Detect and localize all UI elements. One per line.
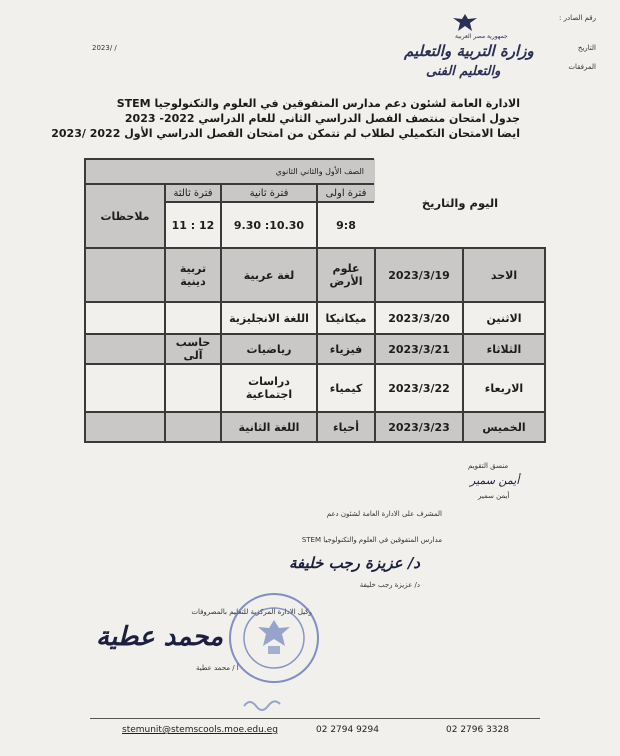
row-p2: لغة عربية — [221, 248, 317, 302]
period-1-time: 9:8 — [317, 202, 375, 248]
letterhead-technical: والتعليم الفنى — [426, 64, 501, 79]
footer-phone-2: 02 2796 3328 — [446, 725, 509, 735]
table-row — [85, 302, 545, 334]
row-date: 2023/3/23 — [375, 412, 463, 442]
ref-no-label: رقم الصادر : — [559, 14, 596, 22]
day-date-header: اليوم والتاريخ — [421, 196, 499, 210]
official-stamp-icon — [226, 590, 322, 686]
row-p1: فيزياء — [317, 334, 375, 364]
eagle-emblem-icon — [450, 12, 480, 34]
central-admin-name: أ / محمد عطية — [196, 664, 239, 672]
supervisor-signature: د/ عزيزة رجب خليفة — [288, 554, 420, 572]
table-row — [85, 364, 545, 412]
header-supplementary: ايضا الامتحان التكميلي لطلاب لم تتمكن من امتحان الفصل الدراسي الأول 2022 /2023 — [51, 127, 520, 140]
date-value: 2023/ / — [92, 44, 117, 52]
attachments-label: المرفقات — [568, 63, 596, 71]
table-header-row — [85, 159, 545, 184]
row-day: الخميس — [463, 412, 545, 442]
table-row — [85, 412, 545, 442]
row-notes — [85, 364, 165, 412]
row-p1: كيمياء — [317, 364, 375, 412]
supervisor-name: د/ عزيزة رجب خليفة — [359, 581, 420, 589]
row-p1: أحياء — [317, 412, 375, 442]
row-p3: تربية دينية — [165, 248, 221, 302]
footer-phone-1: 02 2794 9294 — [316, 725, 379, 735]
row-notes — [85, 248, 165, 302]
date-label: التاريخ — [577, 44, 596, 52]
supervisor-line1: المشرف على الادارة العامة لشئون دعم — [326, 510, 442, 518]
central-admin-title: وكيل الادارة المركزية للتعليم بالمصروفات — [191, 608, 312, 616]
table-row — [85, 248, 545, 302]
coordinator-name: أيمن سمير — [478, 492, 510, 500]
row-notes — [85, 334, 165, 364]
row-p2: رياضيات — [221, 334, 317, 364]
notes-header: ملاحظات — [85, 184, 165, 248]
row-p2: دراسات اجتماعية — [221, 364, 317, 412]
row-day: الاربعاء — [463, 364, 545, 412]
letterhead-ministry: وزارة التربية والتعليم — [404, 42, 534, 60]
row-notes — [85, 302, 165, 334]
stamp-scribble-icon — [242, 696, 282, 712]
letterhead-country: جمهورية مصر العربية — [455, 33, 508, 40]
row-date: 2023/3/20 — [375, 302, 463, 334]
footer-bar — [90, 718, 540, 745]
row-day: الاحد — [463, 248, 545, 302]
row-day: الثلاثاء — [463, 334, 545, 364]
row-p2: اللغة الثانية — [221, 412, 317, 442]
period-2-label: فترة ثانية — [221, 184, 317, 202]
header-schedule-title: جدول امتحان منتصف الفصل الدراسي الثاني للعام الدراسي 2022- 2023 — [124, 112, 520, 125]
row-p3 — [165, 412, 221, 442]
row-p1: ميكانيكا — [317, 302, 375, 334]
row-date: 2023/3/21 — [375, 334, 463, 364]
coordinator-signature: أيمن سمير — [470, 474, 520, 487]
row-day: الاثنين — [463, 302, 545, 334]
row-date: 2023/3/19 — [375, 248, 463, 302]
central-admin-signature: محمد عطية — [96, 622, 224, 652]
row-p3 — [165, 302, 221, 334]
grade-label: الصف الأول والثاني الثانوي — [275, 167, 364, 176]
header-admin: الادارة العامة لشئون دعم مدارس المتفوقين في العلوم والتكنولوجيا STEM — [116, 97, 520, 110]
row-p1: علوم الأرض — [317, 248, 375, 302]
coordinator-title: منسق التقويم — [468, 462, 509, 470]
period-2-time: 10.30: 9.30 — [221, 202, 317, 248]
grade-label-cell — [85, 159, 375, 184]
exam-schedule-table — [84, 158, 546, 443]
period-3-label: فترة ثالثة — [165, 184, 221, 202]
period-1-label: فترة اولى — [317, 184, 375, 202]
row-p3 — [165, 364, 221, 412]
row-p2: اللغة الانجليزية — [221, 302, 317, 334]
row-notes — [85, 412, 165, 442]
period-3-time: 12 : 11 — [165, 202, 221, 248]
table-row — [85, 334, 545, 364]
supervisor-line2: مدارس المتفوقين في العلوم والتكنولوجيا STEM — [301, 536, 442, 544]
row-date: 2023/3/22 — [375, 364, 463, 412]
footer-email: stemunit@stemscools.moe.edu.eg — [122, 725, 278, 735]
row-p3: حاسب آلى — [165, 334, 221, 364]
day-date-header-cell — [375, 159, 545, 248]
